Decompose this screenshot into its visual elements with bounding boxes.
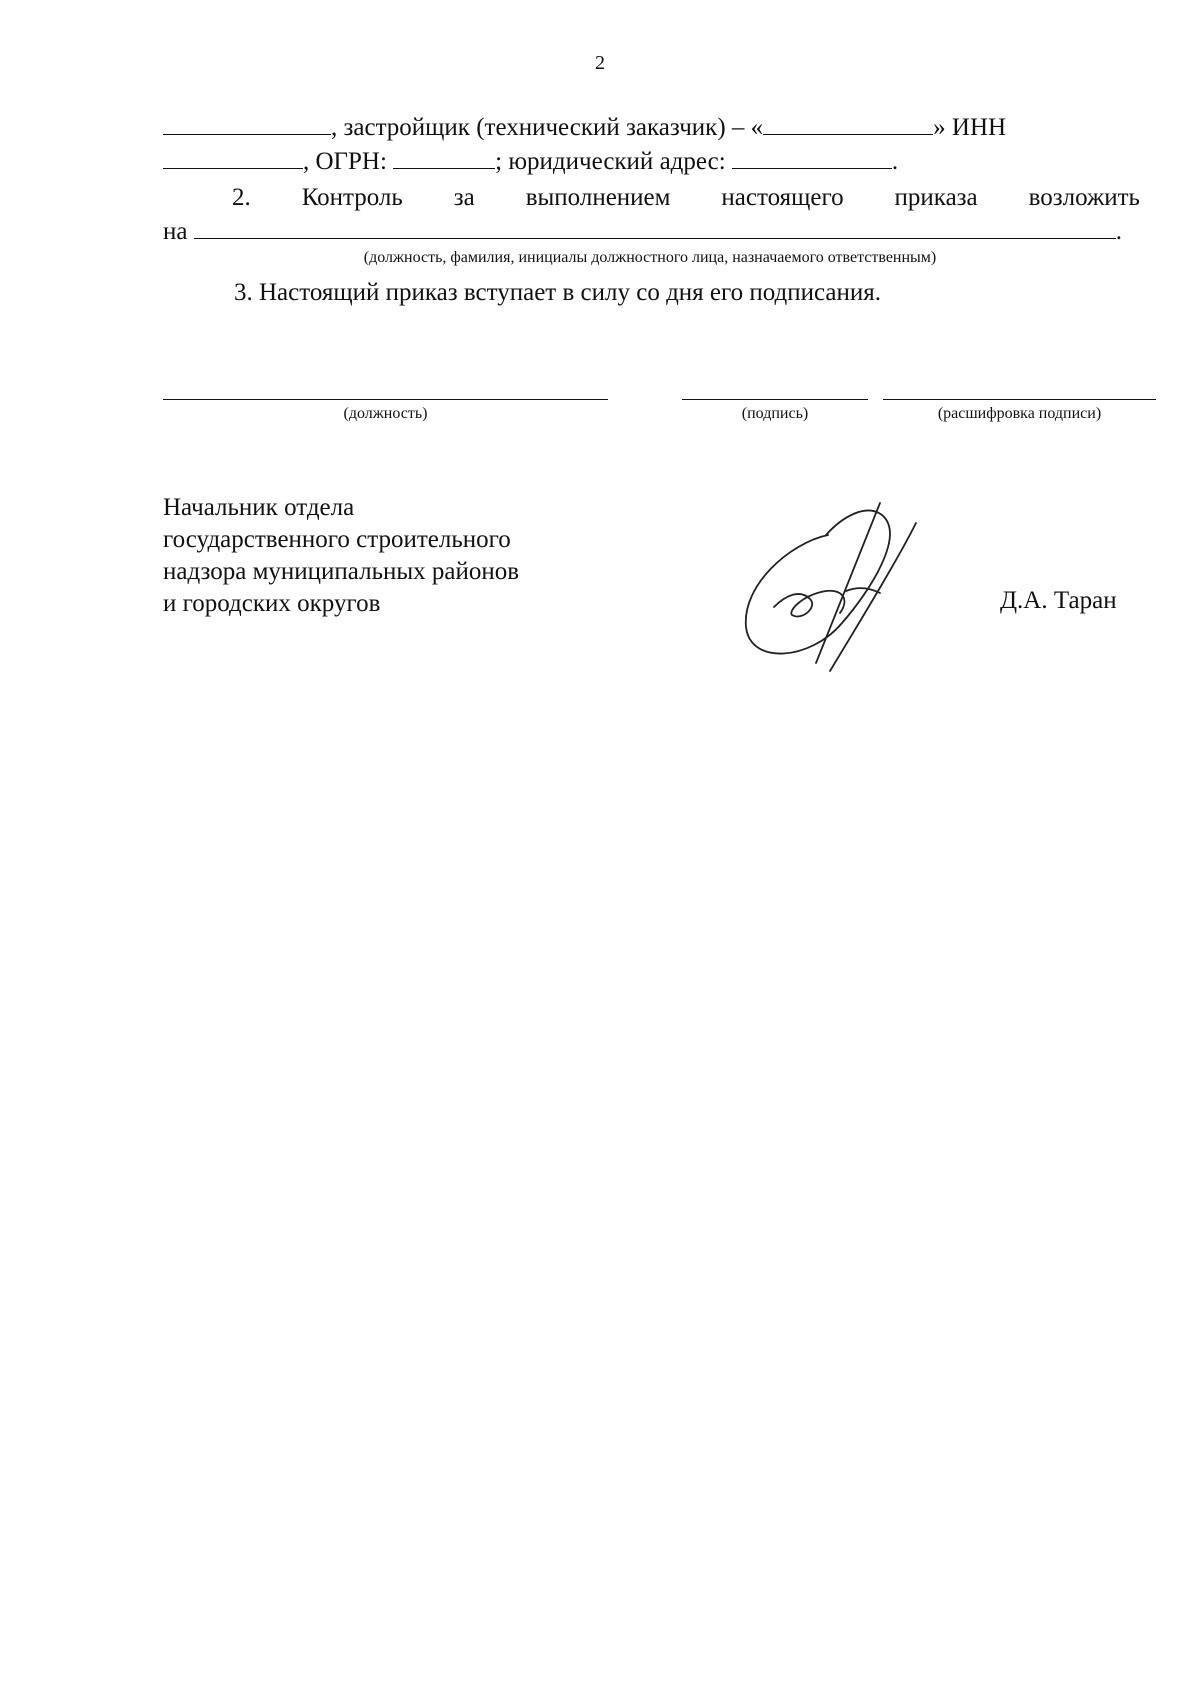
inn-ogrn-line (163, 146, 1140, 178)
responsible-blank[interactable] (194, 216, 1116, 239)
item-2-line (232, 182, 1140, 214)
page-number: 2 (595, 52, 605, 74)
address-text: ; юридический адрес: (495, 148, 726, 175)
signer-title-line: и городских округов (163, 590, 381, 617)
developer-blank[interactable] (763, 112, 933, 135)
decoding-caption: (расшифровка подписи) (937, 405, 1102, 422)
item-2-word: настоящего (721, 184, 844, 211)
on-text: на (163, 218, 188, 245)
position-caption: (должность) (343, 405, 428, 422)
developer-line (163, 112, 1140, 144)
item-2-word: Контроль (301, 184, 403, 211)
developer-text: , застройщик (технический заказчик) – « (331, 114, 764, 141)
ogrn-blank[interactable] (393, 146, 495, 169)
name-blank[interactable] (163, 112, 331, 135)
signer-title-line: надзора муниципальных районов (163, 558, 520, 585)
signer-title (163, 492, 519, 620)
address-blank[interactable] (732, 146, 892, 169)
responsible-line (163, 216, 1140, 248)
responsible-end-dot: . (1115, 218, 1122, 245)
responsible-caption: (должность, фамилия, инициалы должностного лица, назначаемого ответственным) (363, 249, 937, 266)
item-2-word: возложить (1028, 184, 1140, 211)
item-3-line: 3. Настоящий приказ вступает в силу со дня его подписания. (234, 279, 882, 306)
position-rule[interactable] (163, 399, 608, 400)
handwritten-signature (730, 495, 950, 675)
signature-rule[interactable] (682, 399, 868, 400)
signer-name: Д.А. Таран (1000, 587, 1117, 614)
signer-title-line: Начальник отдела (163, 494, 355, 521)
item-2-word: выполнением (525, 184, 671, 211)
signer-title-line: государственного строительного (163, 526, 511, 553)
ogrn-text: , ОГРН: (303, 148, 387, 175)
item-2-word: приказа (894, 184, 978, 211)
inn-text: » ИНН (933, 114, 1007, 141)
address-end-dot: . (891, 148, 899, 175)
item-2-word: за (453, 184, 475, 211)
signature-caption: (подпись) (741, 405, 809, 422)
inn-blank[interactable] (163, 146, 303, 169)
item-2-number: 2. (232, 184, 251, 211)
decoding-rule[interactable] (883, 399, 1156, 400)
